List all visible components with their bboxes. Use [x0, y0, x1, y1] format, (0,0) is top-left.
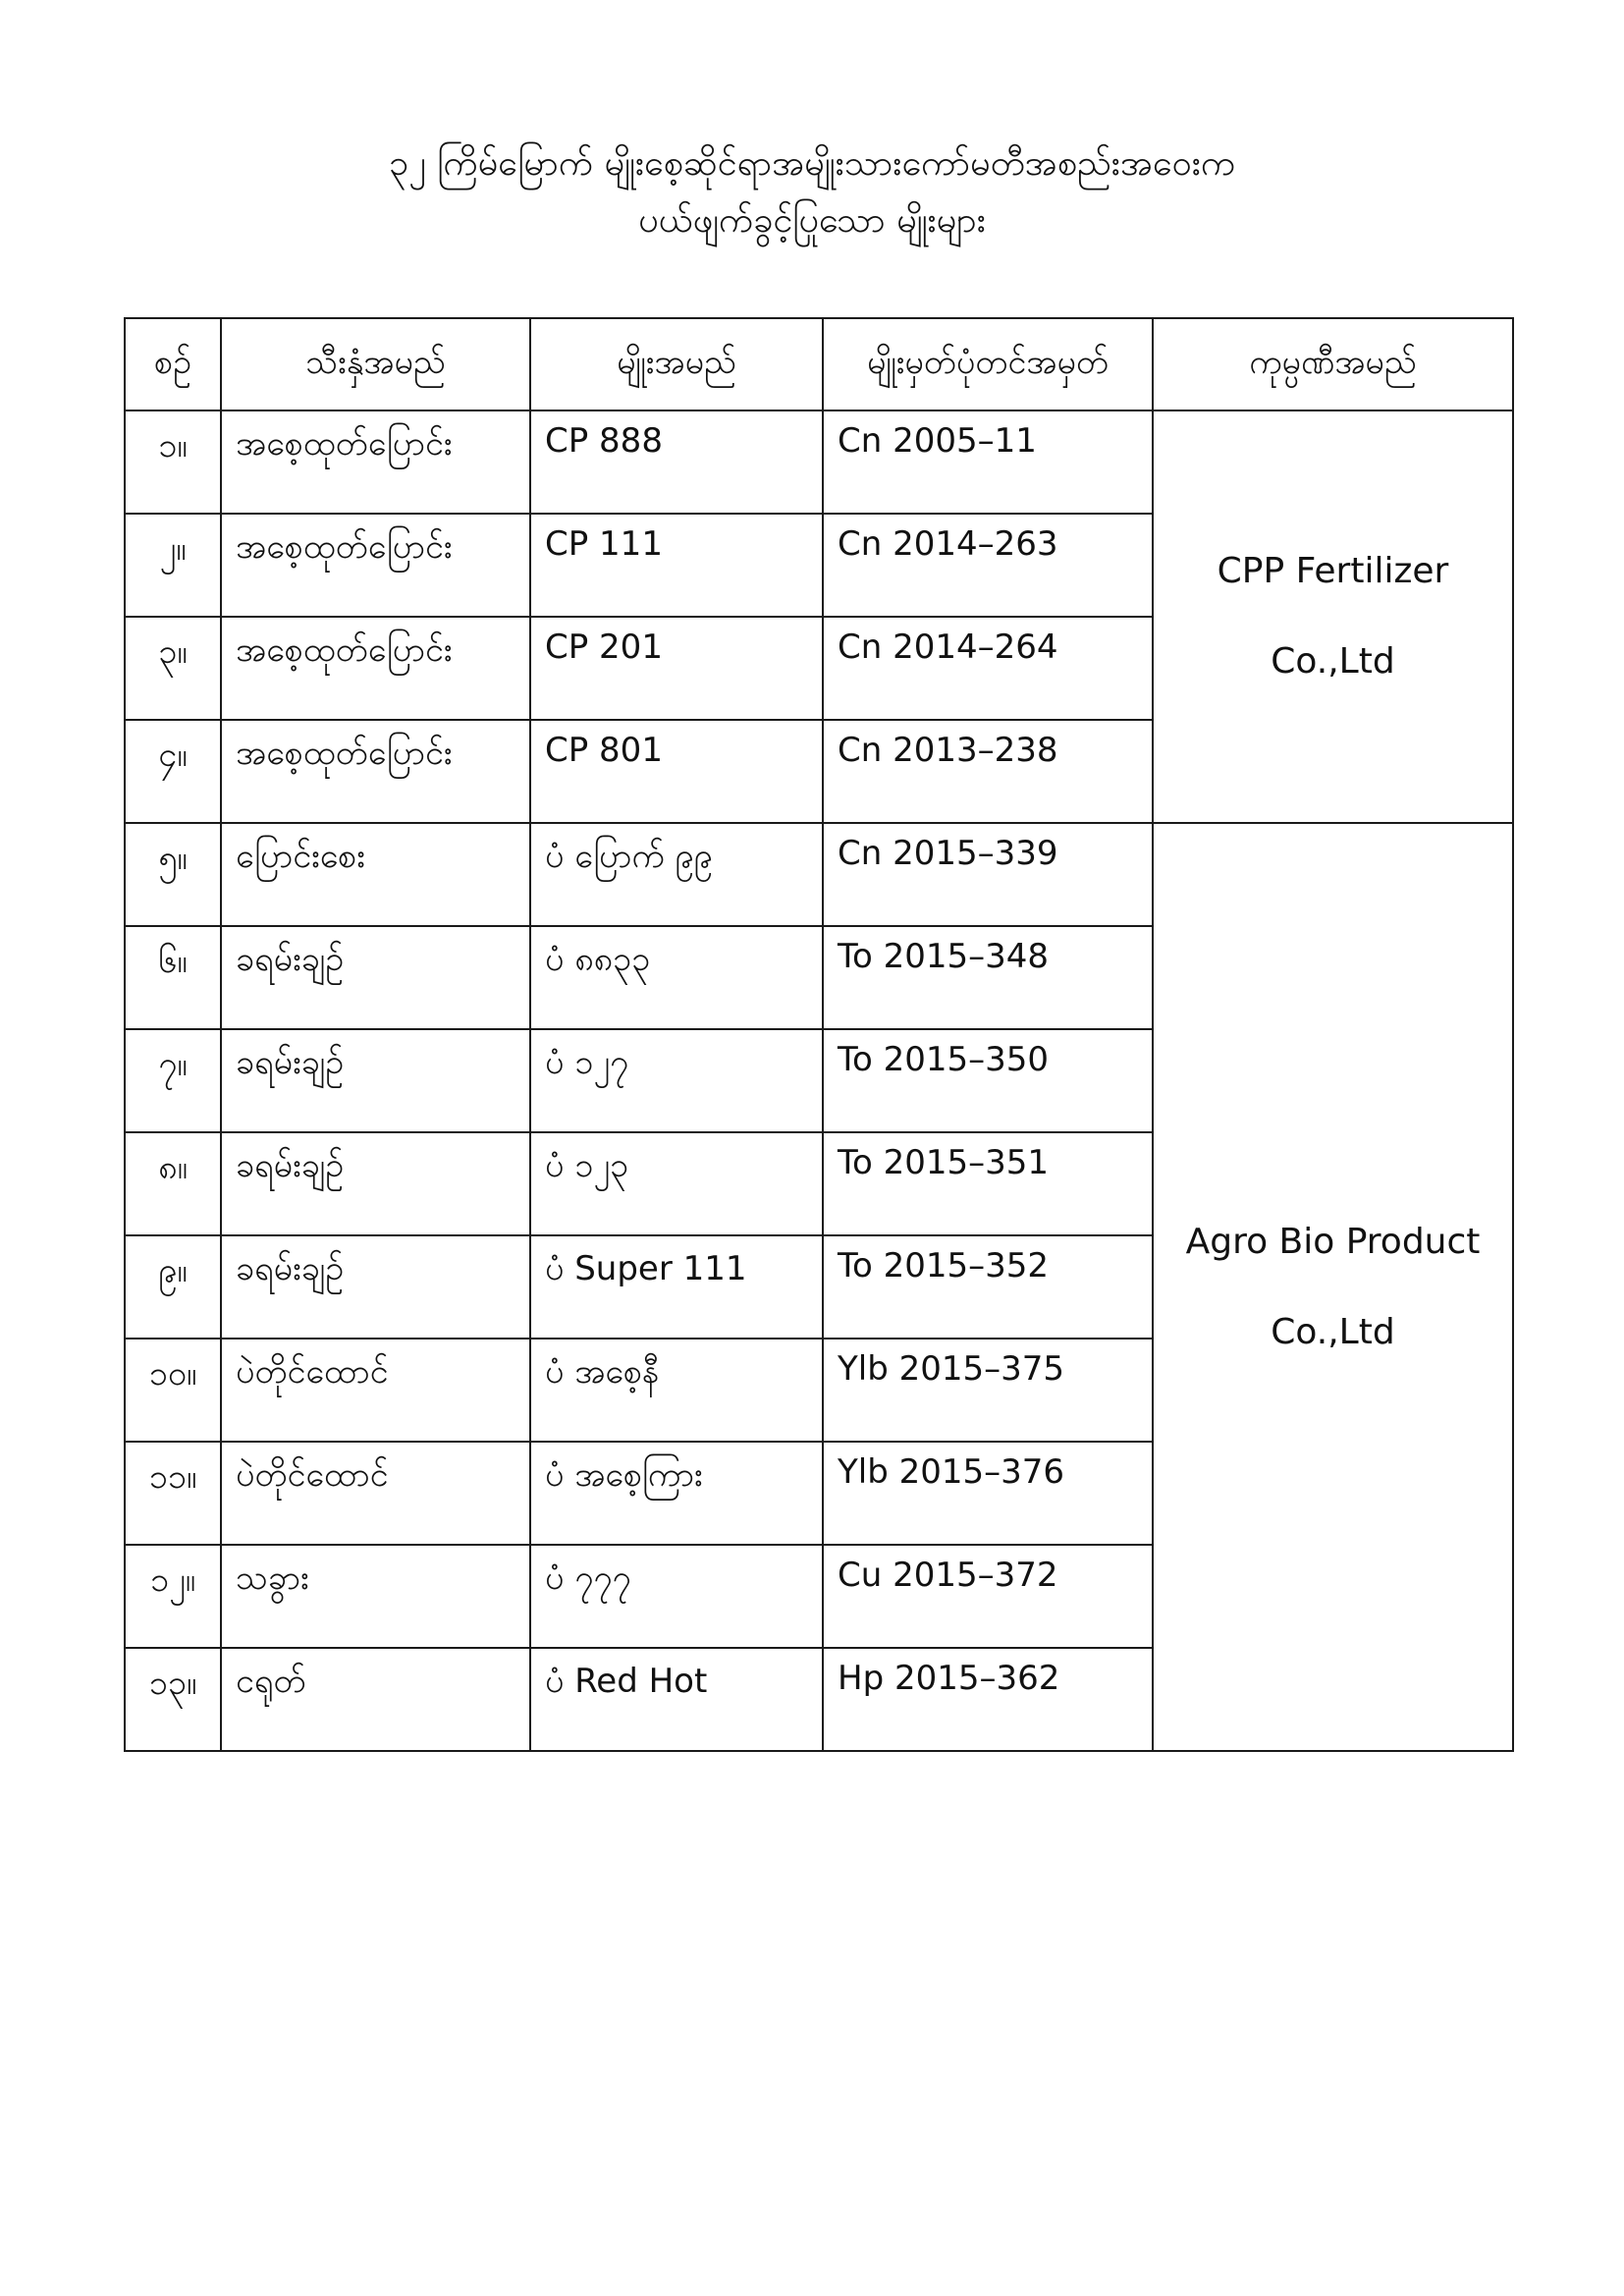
registration-cell: Cn 2005–11 — [823, 410, 1153, 514]
company-cell — [1153, 823, 1513, 1751]
serial-cell: ၁၂။ — [125, 1545, 221, 1648]
registration-cell: Cu 2015–372 — [823, 1545, 1153, 1648]
header-crop-name: သီးနှံအမည် — [221, 318, 530, 410]
crop-cell: အစေ့ထုတ်ပြောင်း — [221, 617, 530, 720]
variety-cell: ပံ ပြောက် ၉၉ — [530, 823, 823, 926]
variety-cell: CP 801 — [530, 720, 823, 823]
company-suffix-line: Co.,Ltd — [1271, 1311, 1395, 1352]
registration-cell: Hp 2015–362 — [823, 1648, 1153, 1751]
variety-cell: ပံ ၁၂၇ — [530, 1029, 823, 1132]
serial-cell: ၅။ — [125, 823, 221, 926]
title-line-1: ၃၂ ကြိမ်မြောက် မျိုးစေ့ဆိုင်ရာအမျိုးသားကော်မတီအစည်းအဝေးက — [388, 143, 1236, 184]
variety-cell: CP 201 — [530, 617, 823, 720]
serial-cell: ၁။ — [125, 410, 221, 514]
company-cell — [1153, 410, 1513, 823]
registration-cell: Cn 2014–264 — [823, 617, 1153, 720]
title-line-2: ပယ်ဖျက်ခွင့်ပြုသော မျိုးများ — [638, 200, 986, 241]
registration-cell: To 2015–351 — [823, 1132, 1153, 1235]
serial-cell: ၄။ — [125, 720, 221, 823]
header-registration-number: မျိုးမှတ်ပုံတင်အမှတ် — [823, 318, 1153, 410]
registration-cell: Cn 2013–238 — [823, 720, 1153, 823]
variety-cell: ပံ Super 111 — [530, 1235, 823, 1339]
serial-cell: ၁၃။ — [125, 1648, 221, 1751]
company-name-line: CPP Fertilizer — [1217, 551, 1449, 591]
serial-cell: ၃။ — [125, 617, 221, 720]
crop-cell: အစေ့ထုတ်ပြောင်း — [221, 514, 530, 617]
registration-cell: To 2015–350 — [823, 1029, 1153, 1132]
serial-cell: ၁၁။ — [125, 1442, 221, 1545]
table-row — [125, 410, 1513, 514]
serial-cell: ၈။ — [125, 1132, 221, 1235]
variety-cell: ပံ ၁၂၃ — [530, 1132, 823, 1235]
page-title — [0, 136, 1624, 249]
crop-cell: ခရမ်းချဉ် — [221, 1132, 530, 1235]
header-variety-name: မျိုးအမည် — [530, 318, 823, 410]
variety-cell: CP 111 — [530, 514, 823, 617]
crop-cell: သခွား — [221, 1545, 530, 1648]
crop-cell: ခရမ်းချဉ် — [221, 1029, 530, 1132]
header-serial: စဉ် — [125, 318, 221, 410]
table-row — [125, 823, 1513, 926]
crop-cell: ခရမ်းချဉ် — [221, 1235, 530, 1339]
serial-cell: ၂။ — [125, 514, 221, 617]
registration-cell: Cn 2015–339 — [823, 823, 1153, 926]
registration-cell: Ylb 2015–376 — [823, 1442, 1153, 1545]
serial-cell: ၆။ — [125, 926, 221, 1029]
registration-cell: To 2015–348 — [823, 926, 1153, 1029]
registration-cell: To 2015–352 — [823, 1235, 1153, 1339]
variety-cell: ပံ Red Hot — [530, 1648, 823, 1751]
crop-cell: ခရမ်းချဉ် — [221, 926, 530, 1029]
serial-cell: ၇။ — [125, 1029, 221, 1132]
company-suffix-line: Co.,Ltd — [1271, 641, 1395, 682]
serial-cell: ၉။ — [125, 1235, 221, 1339]
crop-cell: ပဲတိုင်ထောင် — [221, 1442, 530, 1545]
header-company-name: ကုမ္ပဏီအမည် — [1153, 318, 1513, 410]
company-name-line: Agro Bio Product — [1185, 1221, 1481, 1262]
crop-cell: ပြောင်းစေး — [221, 823, 530, 926]
variety-cell: ပံ ၈၈၃၃ — [530, 926, 823, 1029]
serial-cell: ၁၀။ — [125, 1339, 221, 1442]
crop-cell: အစေ့ထုတ်ပြောင်း — [221, 410, 530, 514]
crop-cell: ပဲတိုင်ထောင် — [221, 1339, 530, 1442]
variety-cell: ပံ ၇၇၇ — [530, 1545, 823, 1648]
variety-cell: ပံ အစေ့နီ — [530, 1339, 823, 1442]
table-header-row — [125, 318, 1513, 410]
crop-cell: အစေ့ထုတ်ပြောင်း — [221, 720, 530, 823]
variety-cell: CP 888 — [530, 410, 823, 514]
withdrawn-varieties-table — [124, 317, 1514, 1752]
variety-cell: ပံ အစေ့ကြား — [530, 1442, 823, 1545]
registration-cell: Ylb 2015–375 — [823, 1339, 1153, 1442]
registration-cell: Cn 2014–263 — [823, 514, 1153, 617]
crop-cell: ငရုတ် — [221, 1648, 530, 1751]
